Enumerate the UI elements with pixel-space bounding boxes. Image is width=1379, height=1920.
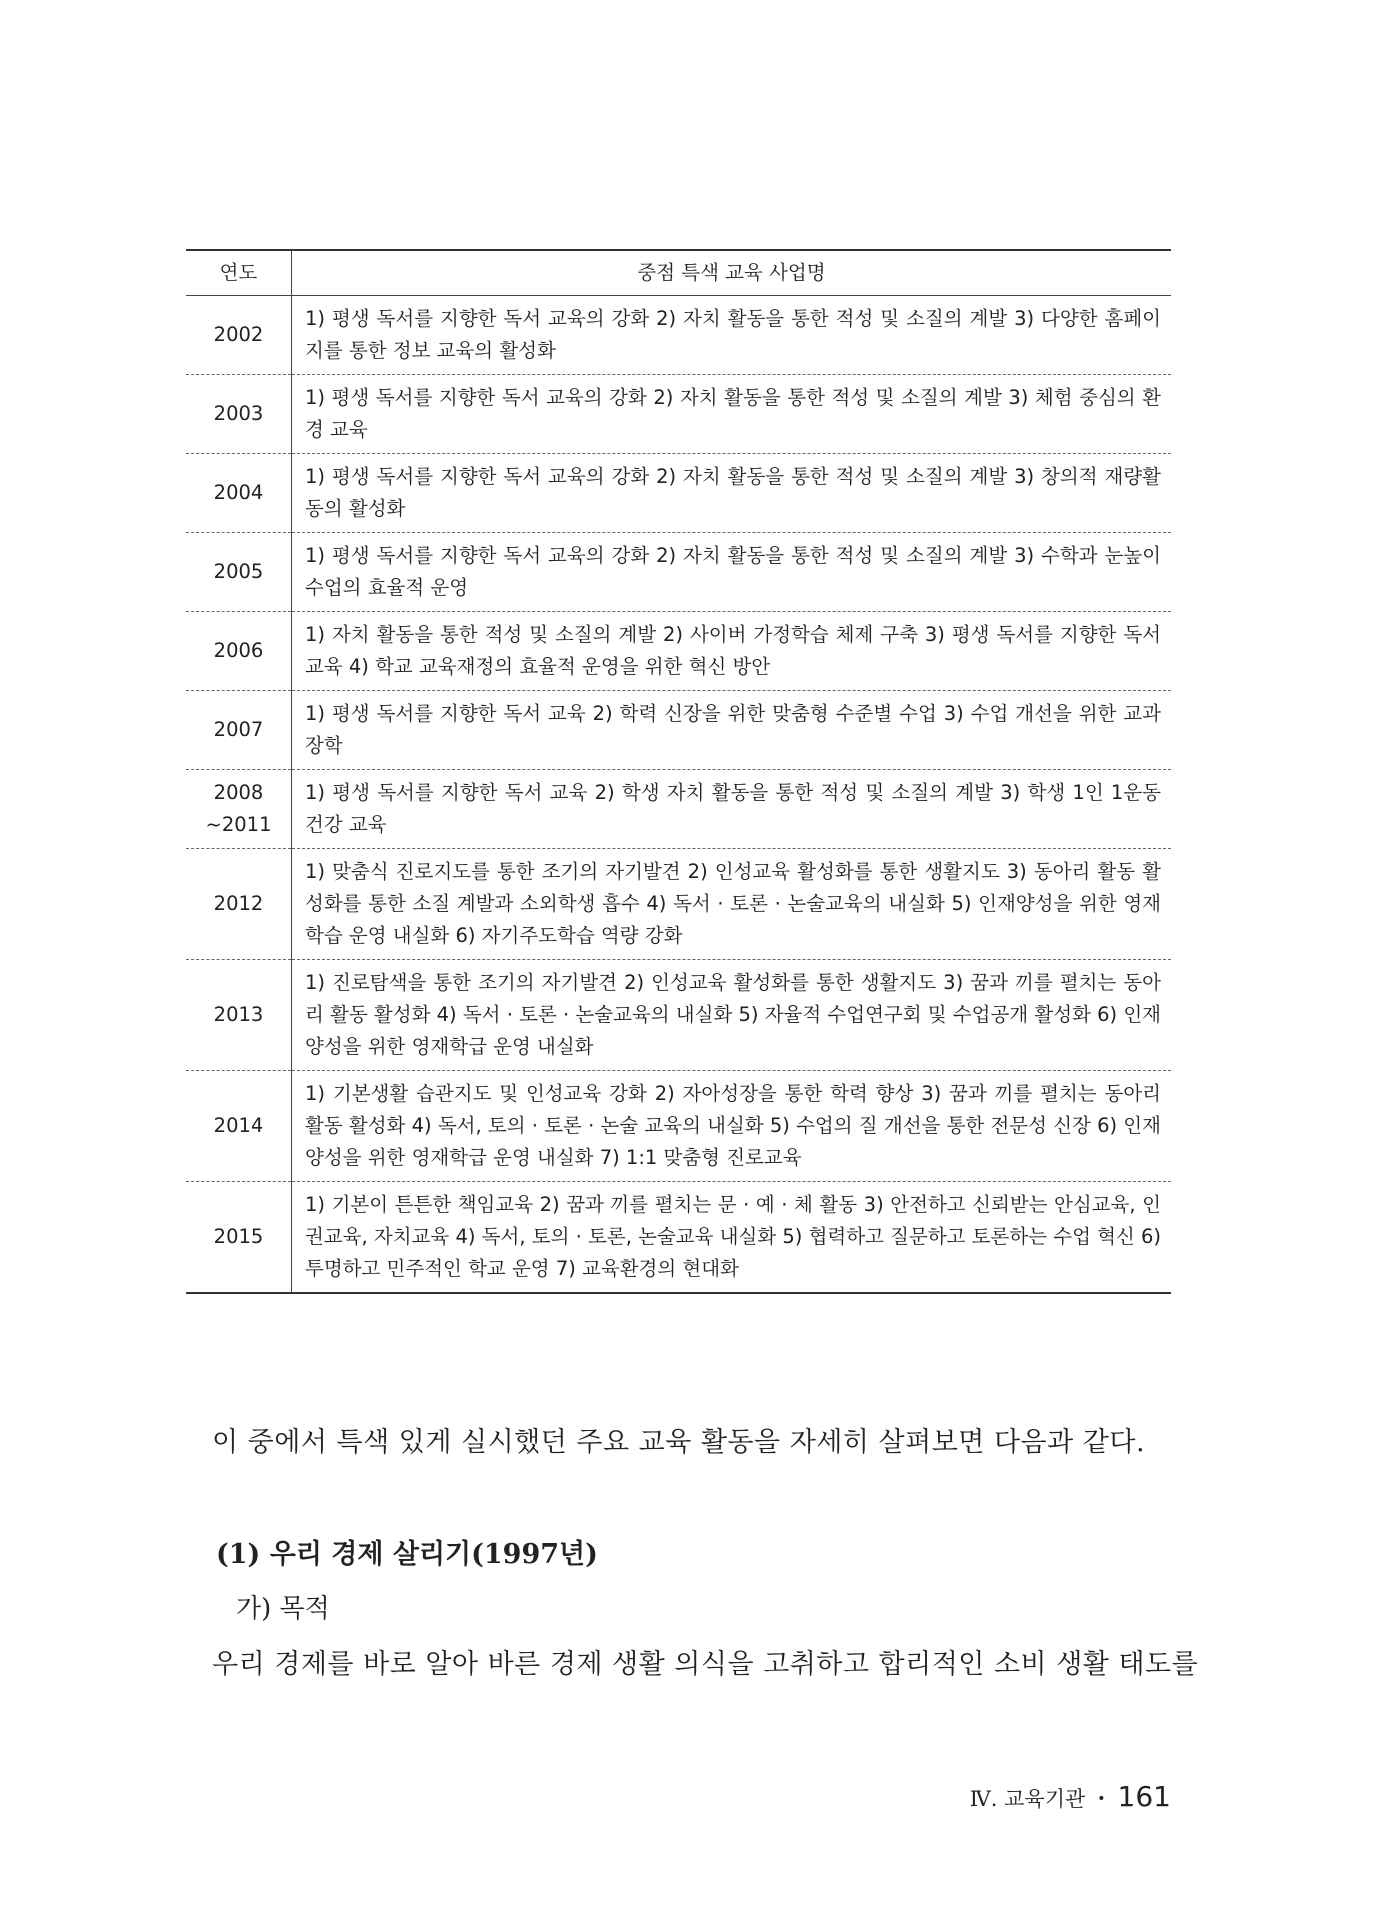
table-row xyxy=(186,960,1171,1071)
program-cell: 1) 평생 독서를 지향한 독서 교육의 강화 2) 자치 활동을 통한 적성 및 소질의 계발 3) 수학과 눈높이 수업의 효율적 운영 xyxy=(292,533,1172,612)
year-cell xyxy=(186,612,292,691)
year-text: 2002 xyxy=(213,323,264,346)
program-cell: 1) 기본이 튼튼한 책임교육 2) 꿈과 끼를 펼치는 문 · 예 · 체 활동 3) 안전하고 신뢰받는 안심교육, 인권교육, 자치교육 4) 독서, 토의 · 토론, 논술교육 내실화 5) 협력하고 질문하고 토론하는 수업 혁신 6) 투명하고 민주적인 학교 운영 7) 교육환경의 현대화 xyxy=(292,1182,1172,1294)
year-text: 2007 xyxy=(213,718,264,741)
table-row xyxy=(186,533,1171,612)
year-text: ~2011 xyxy=(205,813,272,836)
table-row xyxy=(186,1071,1171,1182)
year-cell xyxy=(186,296,292,375)
section-heading: (1) 우리 경제 살리기(1997년) xyxy=(216,1539,598,1570)
table-row xyxy=(186,454,1171,533)
page-number: 161 xyxy=(1117,1780,1171,1813)
year-cell xyxy=(186,1182,292,1294)
year-text: 2014 xyxy=(213,1114,264,1137)
year-text: 2005 xyxy=(213,560,264,583)
year-cell xyxy=(186,1071,292,1182)
year-cell xyxy=(186,375,292,454)
year-text: 2015 xyxy=(213,1225,264,1248)
table-row xyxy=(186,296,1171,375)
year-text: 2003 xyxy=(213,402,264,425)
table-body xyxy=(186,296,1171,1294)
chapter-label: Ⅳ. 교육기관 xyxy=(969,1787,1086,1811)
program-cell: 1) 평생 독서를 지향한 독서 교육의 강화 2) 자치 활동을 통한 적성 및 소질의 계발 3) 체험 중심의 환경 교육 xyxy=(292,375,1172,454)
year-text: 2006 xyxy=(213,639,264,662)
year-cell xyxy=(186,770,292,849)
year-column-header: 연도 xyxy=(186,250,292,296)
bullet-separator: • xyxy=(1097,1791,1106,1807)
program-cell: 1) 평생 독서를 지향한 독서 교육 2) 학력 신장을 위한 맞춤형 수준별 수업 3) 수업 개선을 위한 교과 장학 xyxy=(292,691,1172,770)
table-row xyxy=(186,1182,1171,1294)
program-cell: 1) 평생 독서를 지향한 독서 교육 2) 학생 자치 활동을 통한 적성 및 소질의 계발 3) 학생 1인 1운동 건강 교육 xyxy=(292,770,1172,849)
program-column-header: 중점 특색 교육 사업명 xyxy=(292,250,1172,296)
year-text: 2008 xyxy=(213,781,264,804)
program-cell: 1) 기본생활 습관지도 및 인성교육 강화 2) 자아성장을 통한 학력 향상 3) 꿈과 끼를 펼치는 동아리 활동 활성화 4) 독서, 토의 · 토론 · 논술 교육의 내실화 5) 수업의 질 개선을 통한 전문성 신장 6) 인재양성을 위한 영재학급 운영 내실화 7) 1:1 맞춤형 진로교육 xyxy=(292,1071,1172,1182)
education-program-table-wrapper xyxy=(186,249,1171,1294)
table-row xyxy=(186,770,1171,849)
program-cell: 1) 평생 독서를 지향한 독서 교육의 강화 2) 자치 활동을 통한 적성 및 소질의 계발 3) 다양한 홈페이지를 통한 정보 교육의 활성화 xyxy=(292,296,1172,375)
program-cell: 1) 진로탐색을 통한 조기의 자기발견 2) 인성교육 활성화를 통한 생활지도 3) 꿈과 끼를 펼치는 동아리 활동 활성화 4) 독서 · 토론 · 논술교육의 내실화 5) 자율적 수업연구회 및 수업공개 활성화 6) 인재양성을 위한 영재학급 운영 내실화 xyxy=(292,960,1172,1071)
year-text: 2012 xyxy=(213,892,264,915)
program-cell: 1) 자치 활동을 통한 적성 및 소질의 계발 2) 사이버 가정학습 체제 구축 3) 평생 독서를 지향한 독서 교육 4) 학교 교육재정의 효율적 운영을 위한 혁신 방안 xyxy=(292,612,1172,691)
body-paragraph: 우리 경제를 바로 알아 바른 경제 생활 의식을 고취하고 합리적인 소비 생활 태도를 xyxy=(212,1649,1199,1680)
year-cell xyxy=(186,454,292,533)
table-row xyxy=(186,849,1171,960)
year-cell xyxy=(186,849,292,960)
year-cell xyxy=(186,533,292,612)
table-row xyxy=(186,612,1171,691)
subheading-purpose: 가) 목적 xyxy=(236,1594,330,1624)
program-cell: 1) 평생 독서를 지향한 독서 교육의 강화 2) 자치 활동을 통한 적성 및 소질의 계발 3) 창의적 재량활동의 활성화 xyxy=(292,454,1172,533)
table-row xyxy=(186,691,1171,770)
year-cell xyxy=(186,960,292,1071)
table-header-row xyxy=(186,250,1171,296)
program-cell: 1) 맞춤식 진로지도를 통한 조기의 자기발견 2) 인성교육 활성화를 통한 생활지도 3) 동아리 활동 활성화를 통한 소질 계발과 소외학생 흡수 4) 독서 · 토론 · 논술교육의 내실화 5) 인재양성을 위한 영재학습 운영 내실화 6) 자기주도학습 역량 강화 xyxy=(292,849,1172,960)
education-program-table xyxy=(186,249,1171,1294)
table-row xyxy=(186,375,1171,454)
year-cell xyxy=(186,691,292,770)
year-text: 2004 xyxy=(213,481,264,504)
intro-paragraph: 이 중에서 특색 있게 실시했던 주요 교육 활동을 자세히 살펴보면 다음과 같다. xyxy=(212,1427,1146,1458)
year-text: 2013 xyxy=(213,1003,264,1026)
page-footer xyxy=(970,1780,1171,1813)
